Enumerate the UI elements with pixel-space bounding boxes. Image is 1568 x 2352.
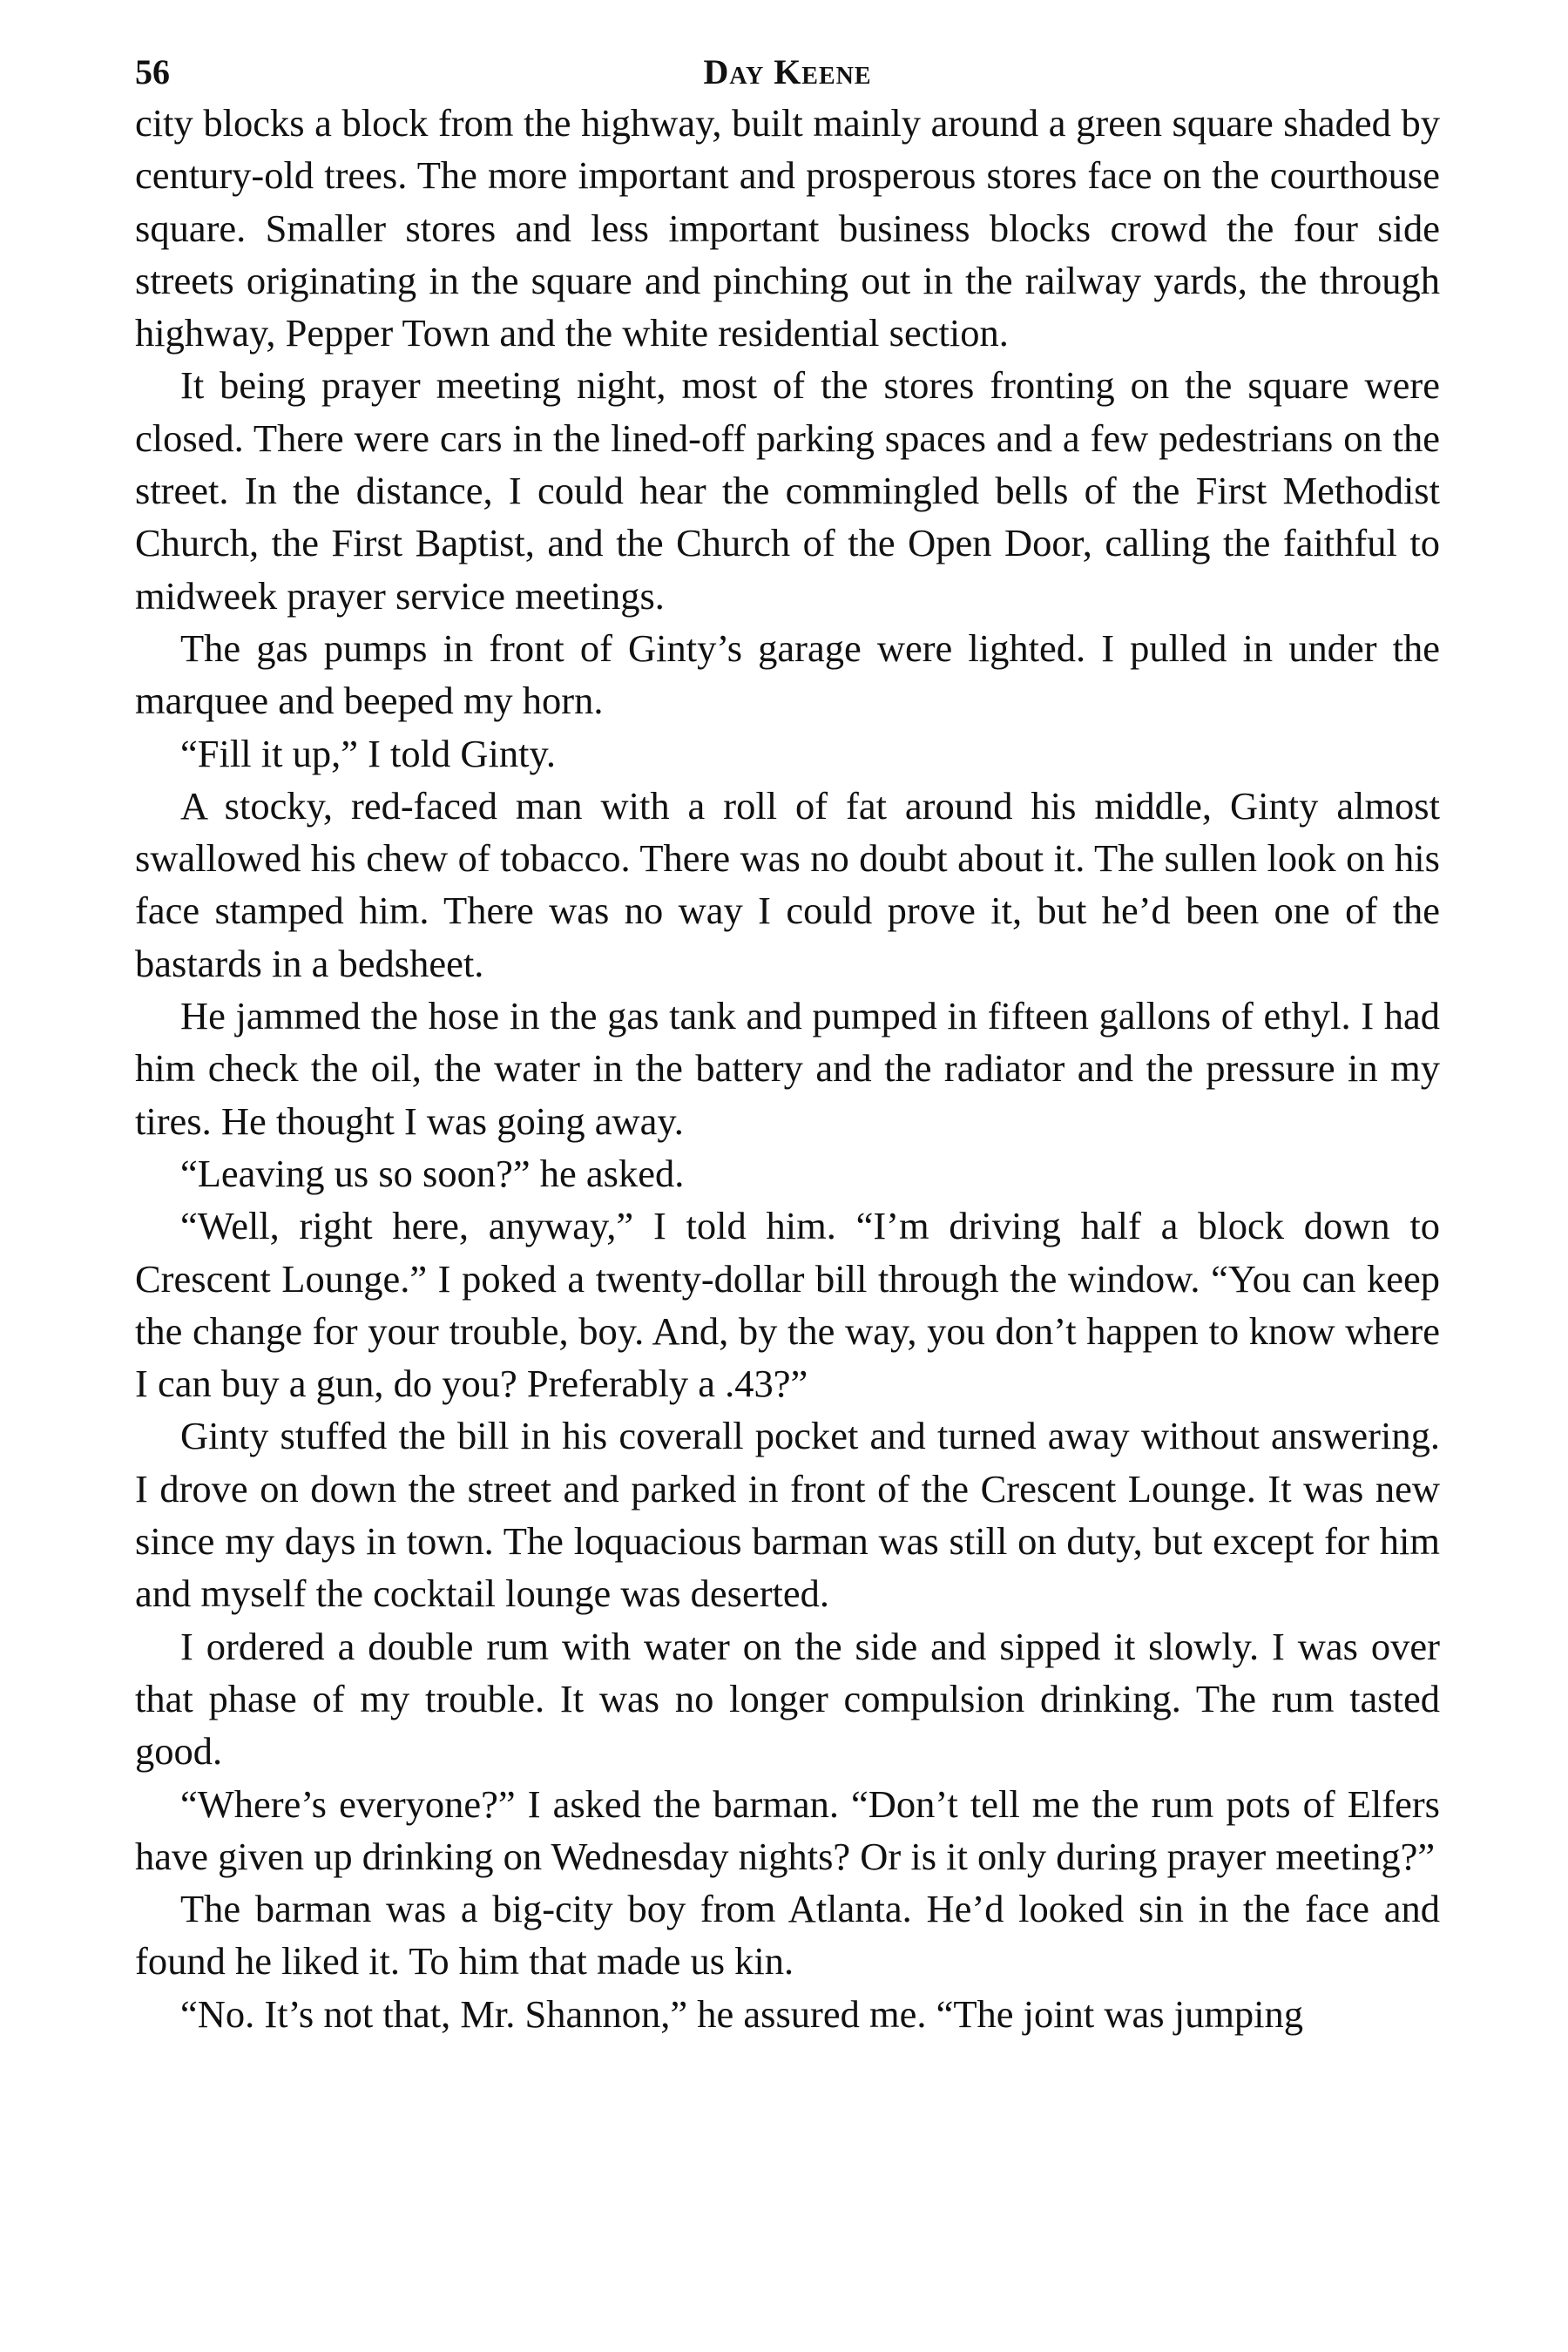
body-text — [135, 97, 1440, 2040]
paragraph-8: “Well, right here, anyway,” I told him. “I’m driving half a block down to Crescent Lounge.” I poked a twenty-dollar bill through the window. “You can keep the change for your trouble, boy. And, by the way, you don’t happen to know where I can buy a gun, do you? Preferably a .43?” — [135, 1204, 1440, 1406]
paragraph-3: The gas pumps in front of Ginty’s garage were lighted. I pulled in under the marquee and beeped my horn. — [135, 625, 1440, 723]
page-number: 56 — [135, 52, 170, 91]
paragraph-10: I ordered a double rum with water on the side and sipped it slowly. I was over that phase of my trouble. It was no longer compulsion drinking. The rum tasted good. — [135, 1624, 1440, 1774]
paragraph-7: “Leaving us so soon?” he asked. — [180, 1151, 685, 1195]
paragraph-5: A stocky, red-faced man with a roll of fat around his middle, Ginty almost swallowed his chew of tobacco. There was no doubt about it. The sullen look on his face stamped him. There was no way I could prove it, but he’d been one of the bastards in a bedsheet. — [135, 783, 1440, 985]
paragraph-4: “Fill it up,” I told Ginty. — [180, 731, 556, 775]
book-page — [135, 48, 1440, 2040]
paragraph-9: Ginty stuffed the bill in his coverall pocket and turned away without answering. I drove on down the street and parked in front of the Crescent Lounge. It was new since my days in town. The loquacious barman was still on duty, but except for him and myself the cocktail lounge was deserted. — [135, 1414, 1440, 1616]
running-head — [135, 48, 1440, 97]
book-author-header: Day Keene — [703, 52, 872, 91]
paragraph-6: He jammed the hose in the gas tank and pumped in fifteen gallons of ethyl. I had him check the oil, the water in the battery and the radiator and the pressure in my tires. He thought I was going away. — [135, 994, 1440, 1143]
paragraph-12: The barman was a big-city boy from Atlanta. He’d looked sin in the face and found he liked it. To him that made us kin. — [135, 1887, 1440, 1984]
paragraph-11: “Where’s everyone?” I asked the barman. “Don’t tell me the rum pots of Elfers have given up drinking on Wednesday nights? Or is it only during prayer meeting?” — [135, 1781, 1440, 1878]
paragraph-13: “No. It’s not that, Mr. Shannon,” he assured me. “The joint was jumping — [180, 1991, 1304, 2036]
paragraph-1: city blocks a block from the highway, built mainly around a green square shaded by century-old trees. The more important and prosperous stores face on the courthouse square. Smaller stores and less important business blocks crowd the four side streets originating in the square and pinching out in the railway yards, the through highway, Pepper Town and the white residential section. — [135, 101, 1440, 355]
paragraph-2: It being prayer meeting night, most of the stores fronting on the square were closed. There were cars in the lined-off parking spaces and a few pedestrians on the street. In the distance, I could hear the commingled bells of the First Methodist Church, the First Baptist, and the Church of the Open Door, calling the faithful to midweek prayer service meetings. — [135, 363, 1440, 618]
